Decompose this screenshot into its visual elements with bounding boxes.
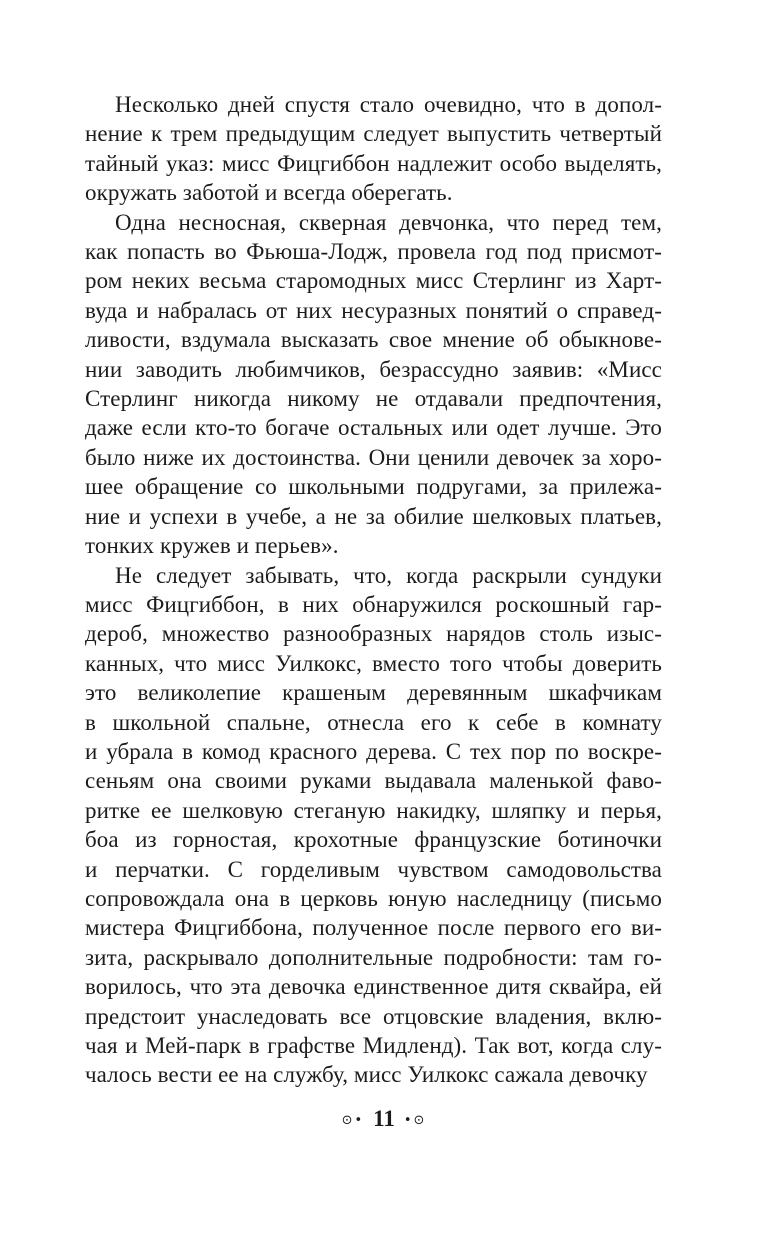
text-line: Одна несносная, скверная девчонка, что перед тем, <box>115 209 662 235</box>
text-block <box>85 90 662 1090</box>
text-line: ние и успехи в учебе, а не за обилие шелковых платьев, <box>85 503 662 529</box>
text-line: чая и Мей-парк в графстве Мидленд). Так вот, когда слу- <box>85 1033 662 1058</box>
text-line: тонких кружев и перьев». <box>85 533 339 559</box>
text-line: сопровождала она в церковь юную наследницу (письмо <box>85 885 662 911</box>
text-line: зита, раскрывало дополнительные подробности: там го- <box>85 944 662 970</box>
text-line: как попасть во Фьюша-Лодж, провела год под присмот- <box>85 239 662 265</box>
text-line: нение к трем предыдущим следует выпустить четвертый <box>85 121 662 147</box>
text-line: мисс Фицгиббон, в них обнаружился роскошный гар- <box>85 591 662 617</box>
text-line: канных, что мисс Уилкокс, вместо того чтобы доверить <box>85 650 662 676</box>
text-line: нии заводить любимчиков, безрассудно заявив: «Мисс <box>85 356 662 382</box>
text-line: шее обращение со школьными подругами, за прилежа- <box>85 474 662 500</box>
text-line: сеньям она своими руками выдавала маленькой фаво- <box>85 768 662 794</box>
page-footer <box>0 1106 768 1132</box>
paragraph <box>85 561 662 1090</box>
text-line: ритке ее шелковую стеганую накидку, шляпку и перья, <box>85 797 662 823</box>
text-line: боа из горностая, крохотные французские ботиночки <box>85 827 662 853</box>
text-line: ворилось, что эта девочка единственное дитя сквайра, ей <box>85 974 662 1000</box>
text-line: и перчатки. С горделивым чувством самодовольства <box>85 856 662 882</box>
text-line: Не следует забывать, что, когда раскрыли сундуки <box>115 562 662 588</box>
text-line: тайный указ: мисс Фицгиббон надлежит особо выделять, <box>85 150 662 176</box>
text-line: ром неких весьма старомодных мисс Стерлинг из Харт- <box>85 268 662 294</box>
text-line: дероб, множество разнообразных нарядов столь изыс- <box>85 621 662 647</box>
text-line: окружать заботой и всегда оберегать. <box>85 180 453 206</box>
footer-ornament-left-icon: ⊙• <box>341 1112 365 1128</box>
paragraph <box>85 90 662 208</box>
text-line: ливости, вздумала высказать свое мнение об обыкнове- <box>85 327 662 353</box>
footer-ornament-right-icon: •⊙ <box>403 1112 427 1128</box>
paragraph <box>85 208 662 561</box>
text-line: даже если кто-то богаче остальных или одет лучше. Это <box>85 415 662 441</box>
text-line: чалось вести ее на службу, мисс Уилкокс сажала девочку <box>85 1062 648 1088</box>
text-line: и убрала в комод красного дерева. С тех пор по воскре- <box>85 738 662 764</box>
text-line: это великолепие крашеным деревянным шкафчикам <box>85 680 662 706</box>
page-number: 11 <box>373 1106 395 1131</box>
text-line: в школьной спальне, отнесла его к себе в комнату <box>85 709 662 735</box>
text-line: Стерлинг никогда никому не отдавали предпочтения, <box>85 386 662 412</box>
text-line: было ниже их достоинства. Они ценили девочек за хоро- <box>85 444 662 470</box>
text-line: мистера Фицгиббона, полученное после первого его ви- <box>85 915 662 941</box>
text-line: вуда и набралась от них несуразных понятий о справед- <box>85 297 662 323</box>
text-line: Несколько дней спустя стало очевидно, что в допол- <box>115 92 662 117</box>
text-line: предстоит унаследовать все отцовские владения, вклю- <box>85 1003 662 1029</box>
